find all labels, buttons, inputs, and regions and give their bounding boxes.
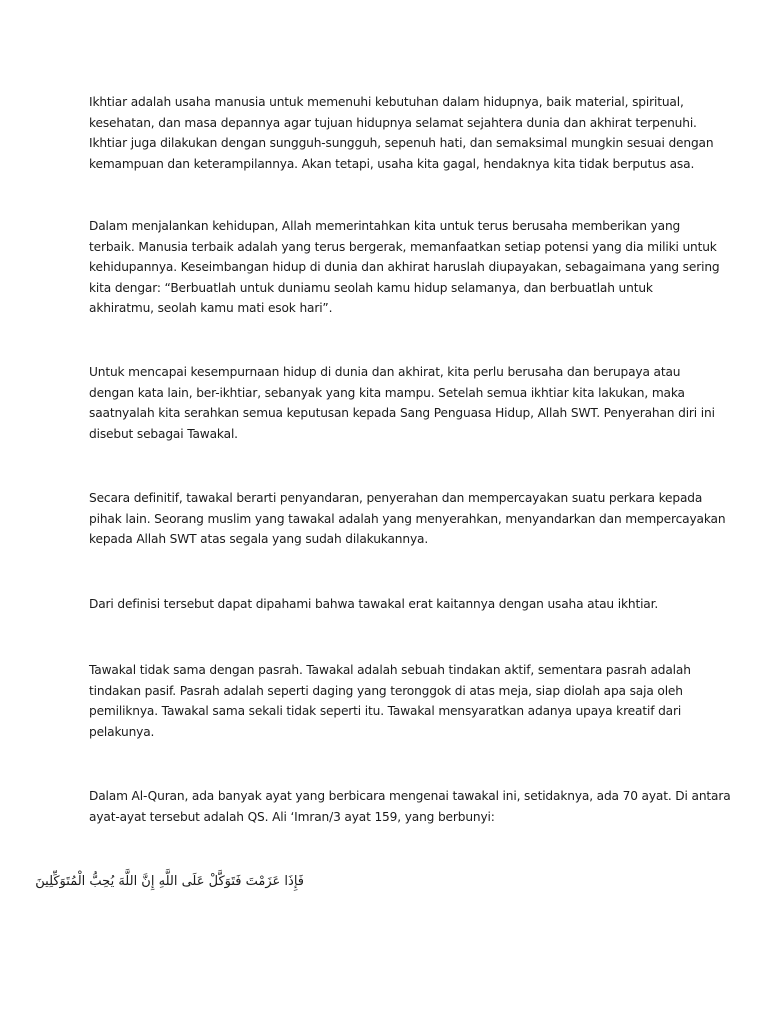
paragraph-tawakal-intro [89,362,715,444]
text-line: Secara definitif, tawakal berarti penyandaran, penyerahan dan mempercayakan suatu perkara kepada [89,491,703,505]
text-line: kemampuan dan keterampilannya. Akan tetapi, usaha kita gagal, hendaknya kita tidak berputus asa. [89,156,695,171]
paragraph-quran-reference [89,786,731,827]
text-line: tindakan pasif. Pasrah adalah seperti daging yang teronggok di atas meja, siap diolah apa saja oleh [89,683,683,698]
paragraph-life-effort [89,216,720,319]
text-line: terbaik. Manusia terbaik adalah yang terus bergerak, memanfaatkan setiap potensi yang dia miliki untuk [89,239,717,254]
text-line: Dalam Al-Quran, ada banyak ayat yang berbicara mengenai tawakal ini, setidaknya, ada 70 ayat. Di antara [89,789,731,803]
paragraph-tawakal-definition [89,488,726,550]
text-line: disebut sebagai Tawakal. [89,426,238,441]
text-line: Ikhtiar adalah usaha manusia untuk memenuhi kebutuhan dalam hidupnya, baik material, spiritual, [89,95,684,109]
text-line: Tawakal tidak sama dengan pasrah. Tawakal adalah sebuah tindakan aktif, sementara pasrah adalah [89,663,691,677]
paragraph-tawakal-ikhtiar-relation [89,594,689,615]
arabic-verse: فَإِذَا عَزَمْتَ فَتَوَكَّلْ عَلَى اللَّهِ إِنَّ اللَّهَ يُحِبُّ الْمُتَوَكِّلِينَ [35,874,304,889]
text-line: saatnyalah kita serahkan semua keputusan kepada Sang Penguasa Hidup, Allah SWT. Penyerahan diri ini [89,406,715,421]
text-line: dengan kata lain, ber-ikhtiar, sebanyak yang kita mampu. Setelah semua ikhtiar kita lakukan, maka [89,385,685,400]
text-line: kehidupannya. Keseimbangan hidup di dunia dan akhirat haruslah diupayakan, sebagaimana yang sering [89,260,720,275]
paragraph-tawakal-vs-pasrah [89,660,689,742]
text-line: kesehatan, dan masa depannya agar tujuan hidupnya selamat sejahtera dunia dan akhirat terpenuhi. [89,115,697,130]
text-line: Dalam menjalankan kehidupan, Allah memerintahkan kita untuk terus berusaha memberikan yang [89,219,681,233]
text-line: ayat-ayat tersebut adalah QS. Ali ‘Imran/3 ayat 159, yang berbunyi: [89,809,495,824]
text-line: pemiliknya. Tawakal sama sekali tidak seperti itu. Tawakal mensyaratkan adanya upaya kreatif dari [89,704,682,719]
text-line: kepada Allah SWT atas segala yang sudah dilakukannya. [89,532,429,547]
text-line: kita dengar: “Berbuatlah untuk duniamu seolah kamu hidup selamanya, dan berbuatlah untuk [89,280,653,295]
text-line: pihak lain. Seorang muslim yang tawakal adalah yang menyerahkan, menyandarkan dan mempercayakan [89,511,726,526]
text-line: Ikhtiar juga dilakukan dengan sungguh-sungguh, sepenuh hati, dan semaksimal mungkin sesuai dengan [89,136,714,151]
paragraph-ikhtiar-definition [89,92,714,174]
text-line: Untuk mencapai kesempurnaan hidup di dunia dan akhirat, kita perlu berusaha dan berupaya atau [89,365,681,379]
text-line: akhiratmu, seolah kamu mati esok hari”. [89,301,333,316]
text-line: Dari definisi tersebut dapat dipahami bahwa tawakal erat kaitannya dengan usaha atau ikhtiar. [89,597,659,611]
text-line: pelakunya. [89,724,155,739]
